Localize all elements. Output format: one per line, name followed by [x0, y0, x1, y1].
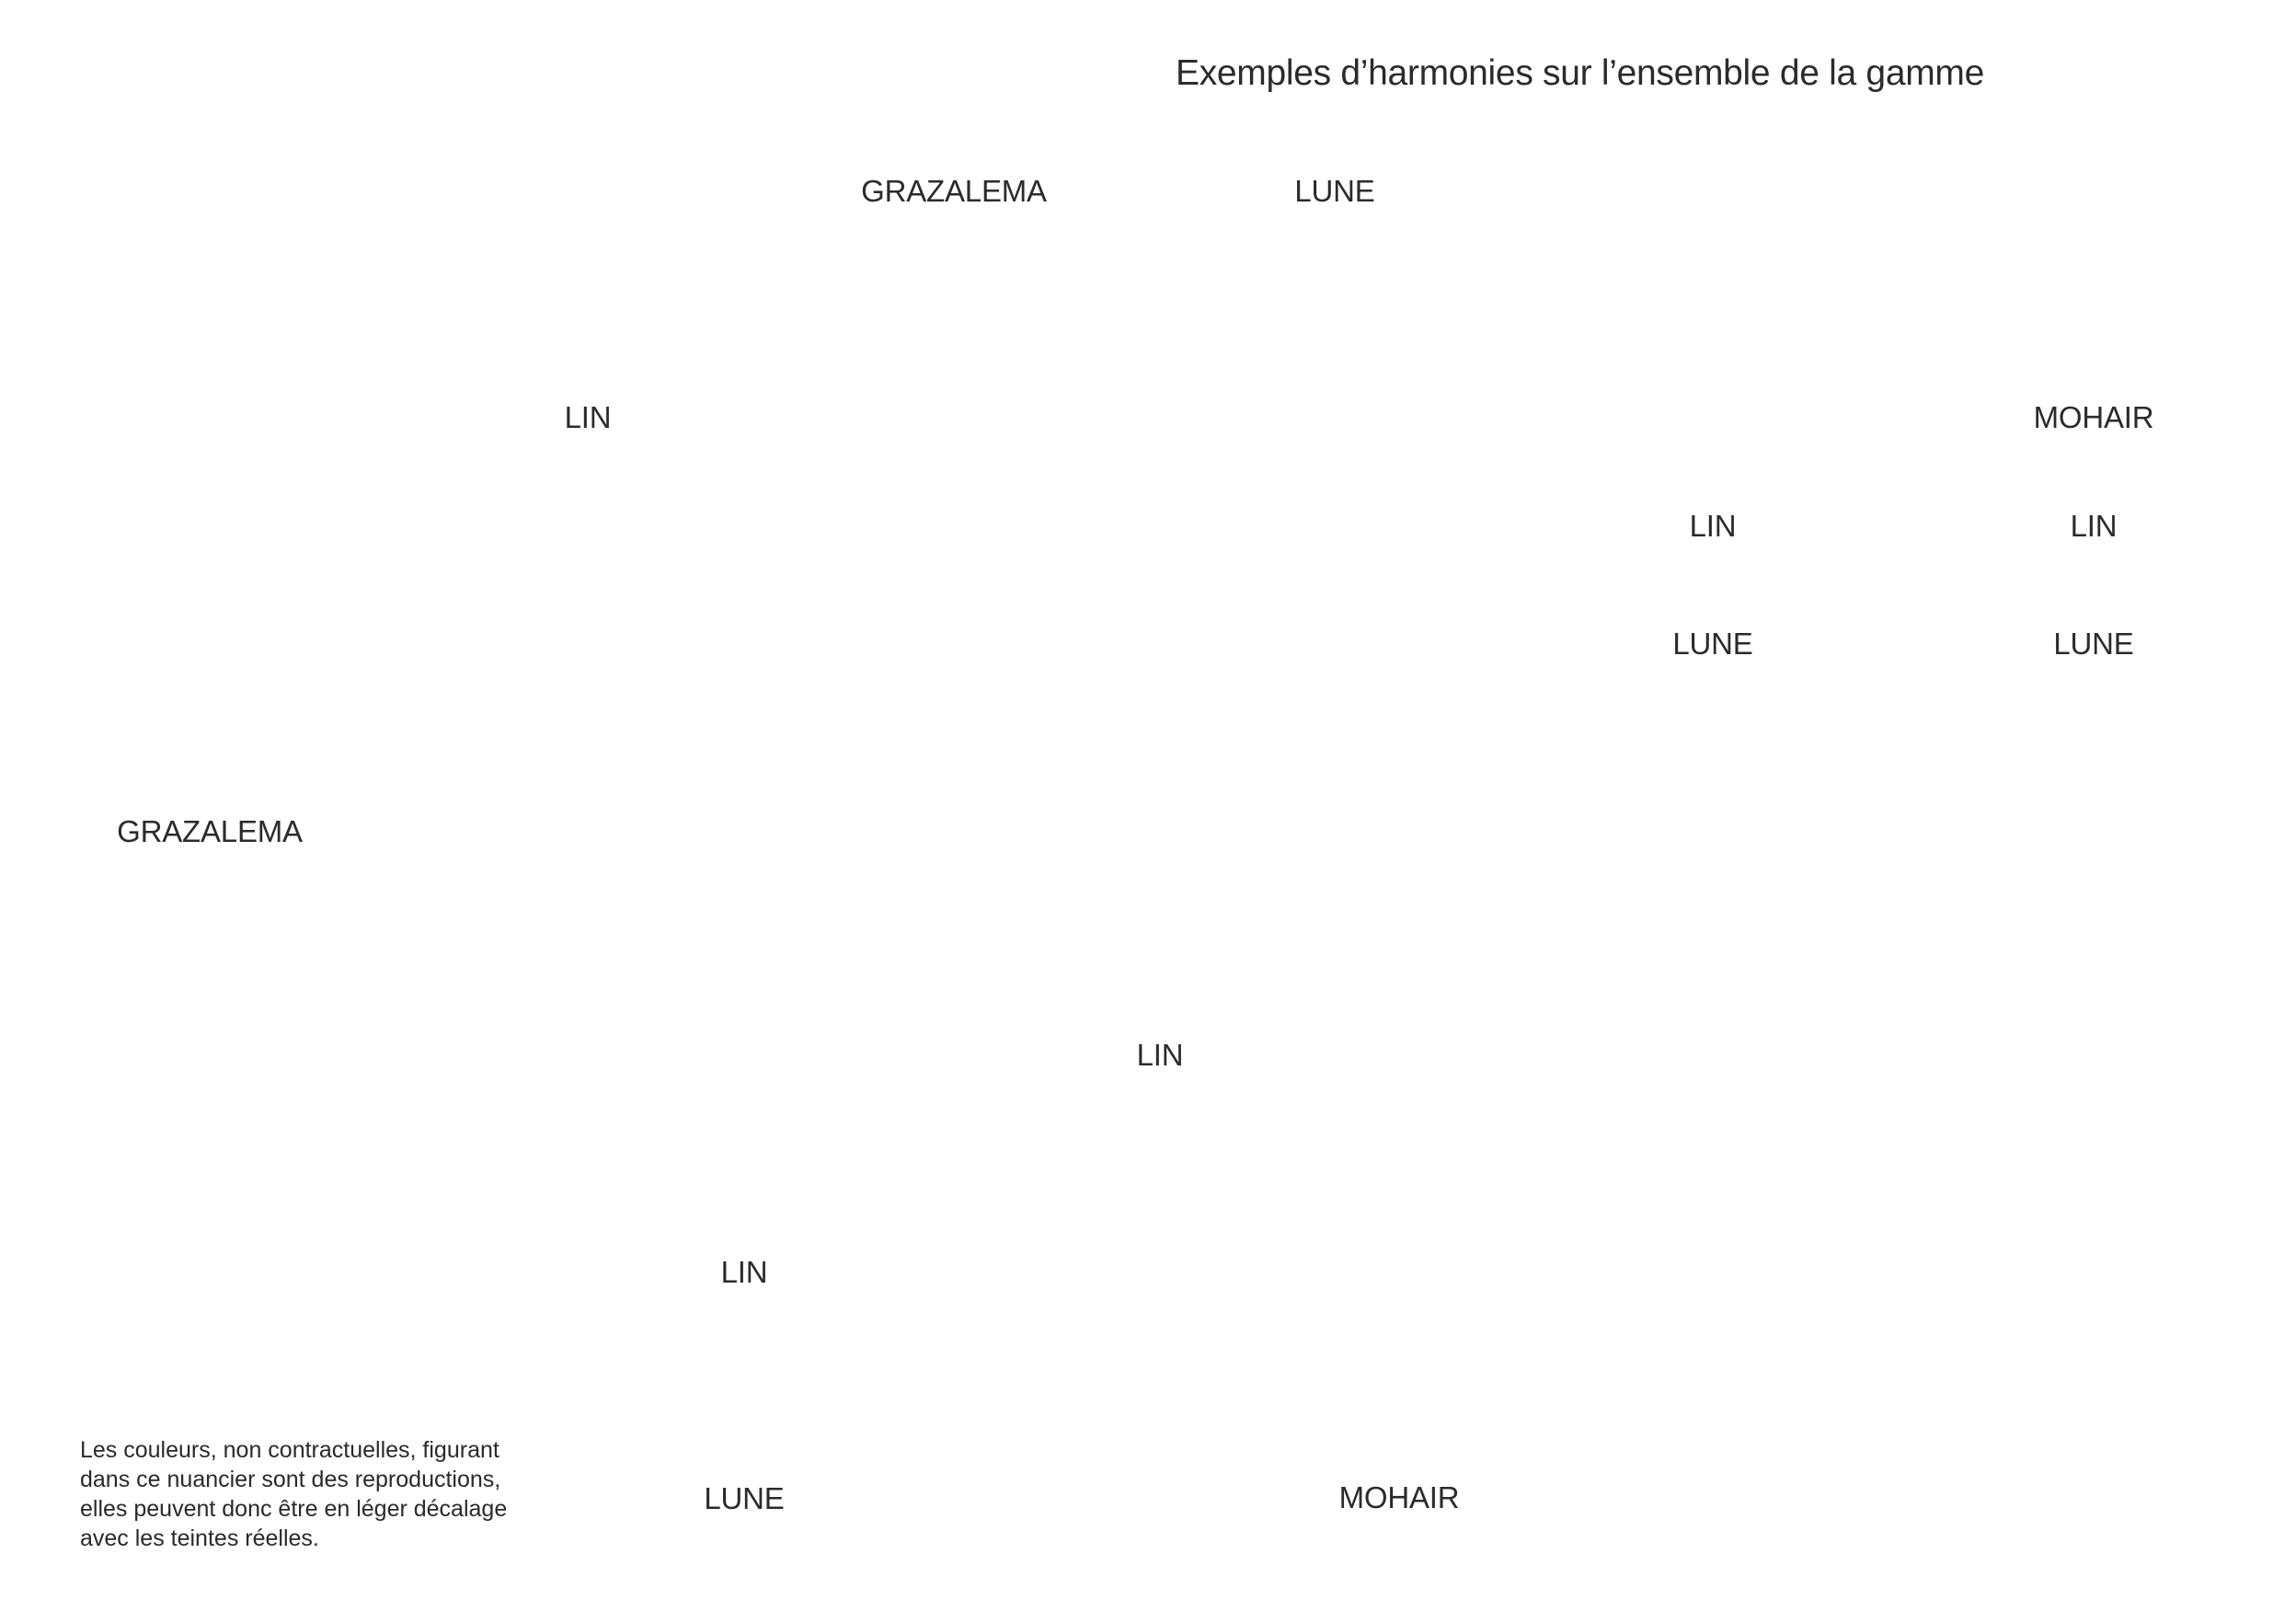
disclaimer-line: elles peuvent donc être en léger décalage [80, 1496, 508, 1522]
color-label-lune-top: LUNE [1294, 174, 1375, 208]
color-label-lune-bottom: LUNE [704, 1481, 785, 1515]
disclaimer-line: avec les teintes réelles. [80, 1525, 319, 1551]
disclaimer-line: dans ce nuancier sont des reproductions, [80, 1467, 501, 1492]
color-label-grazalema-top: GRAZALEMA [861, 174, 1047, 208]
color-label-grazalema-left: GRAZALEMA [117, 814, 303, 848]
color-label-lin-left: LIN [564, 400, 612, 434]
color-label-mohair-right: MOHAIR [2033, 400, 2154, 434]
color-label-mohair-bottom: MOHAIR [1338, 1480, 1460, 1514]
color-label-lin-lower: LIN [720, 1255, 768, 1289]
page-title: Exemples d’harmonies sur l’ensemble de la gamme [1176, 53, 1984, 93]
disclaimer-line: Les couleurs, non contractuelles, figurant [80, 1437, 499, 1463]
color-label-lin-center: LIN [1136, 1038, 1184, 1072]
color-label-lin-right-b: LIN [2070, 509, 2118, 543]
color-label-lune-right-b: LUNE [2053, 627, 2134, 661]
color-label-lune-right-a: LUNE [1672, 627, 1753, 661]
color-label-lin-right-a: LIN [1689, 509, 1737, 543]
disclaimer-text [80, 1435, 558, 1553]
